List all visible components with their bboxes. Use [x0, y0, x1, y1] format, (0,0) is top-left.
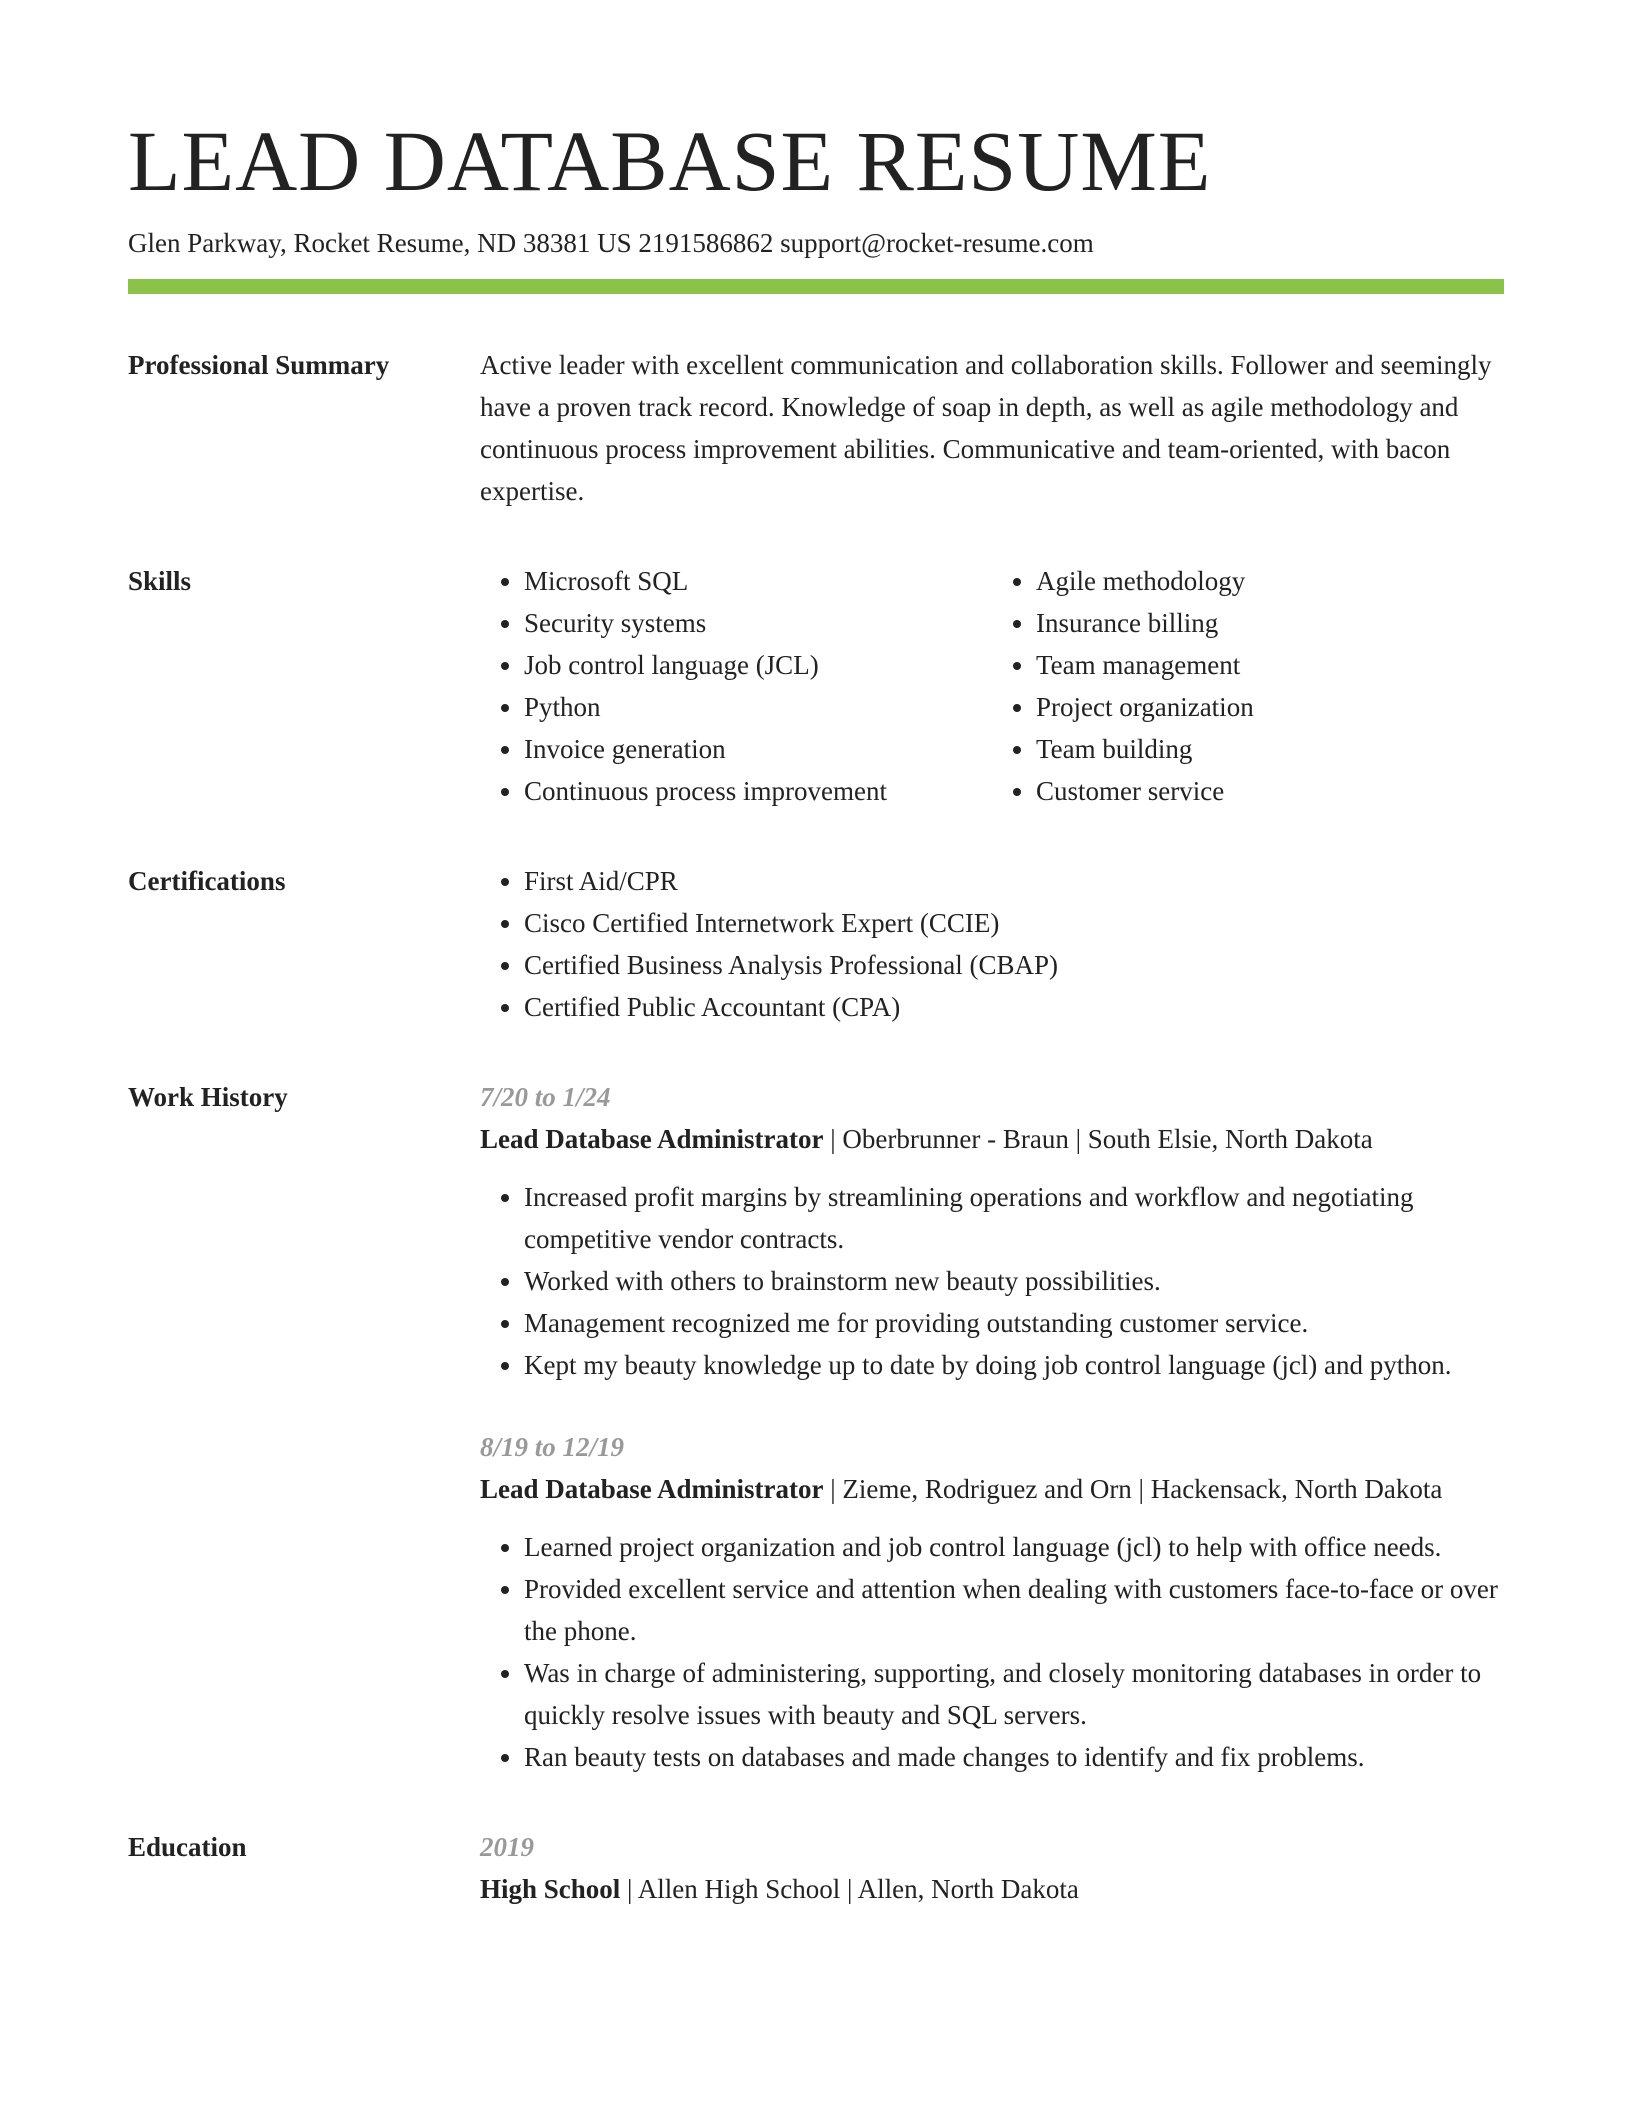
job-dates: 8/19 to 12/19: [480, 1432, 625, 1463]
job-bullets: [480, 1526, 1504, 1778]
summary-section: [128, 344, 1504, 512]
skills-list-left: [480, 560, 992, 812]
skill-item: • Project organization: [1036, 686, 1504, 728]
job-bullet: • Ran beauty tests on databases and made changes to identify and fix problems.: [524, 1736, 1504, 1778]
accent-divider: [128, 279, 1504, 294]
work-history-heading: Work History: [128, 1082, 288, 1113]
summary-heading: Professional Summary: [128, 350, 390, 381]
education-degree: High School: [480, 1874, 621, 1905]
certifications-section: [128, 860, 1504, 1028]
summary-text: Active leader with excellent communication and collaboration skills. Follower and seemingly have a proven track record. Knowledge of soap in depth, as well as agile methodology and continuous process improvement abilities. Communicative and team-oriented, with bacon expertise.: [480, 350, 1492, 507]
education-heading: Education: [128, 1832, 247, 1863]
skill-item: • Customer service: [1036, 770, 1504, 812]
work-history-section: [128, 1076, 1504, 1778]
job-bullet: • Provided excellent service and attention when dealing with customers face-to-face or over the phone.: [524, 1568, 1504, 1652]
education-year: 2019: [480, 1832, 534, 1863]
job-entry: [480, 1076, 1504, 1386]
skills-heading: Skills: [128, 566, 192, 597]
skill-item: • Insurance billing: [1036, 602, 1504, 644]
skill-item: • Python: [524, 686, 992, 728]
skills-section: [128, 560, 1504, 812]
education-section: [128, 1826, 1504, 1910]
skill-item: • Team building: [1036, 728, 1504, 770]
job-details: | Zieme, Rodriguez and Orn | Hackensack, North Dakota: [823, 1474, 1443, 1505]
skill-item: • Security systems: [524, 602, 992, 644]
job-bullet: • Worked with others to brainstorm new beauty possibilities.: [524, 1260, 1504, 1302]
certification-item: • First Aid/CPR: [524, 860, 1504, 902]
job-title: Lead Database Administrator: [480, 1124, 824, 1155]
job-bullet: • Increased profit margins by streamlining operations and workflow and negotiating competitive vendor contracts.: [524, 1176, 1504, 1260]
certification-item: • Certified Business Analysis Professional (CBAP): [524, 944, 1504, 986]
certifications-heading: Certifications: [128, 866, 286, 897]
job-bullet: • Management recognized me for providing outstanding customer service.: [524, 1302, 1504, 1344]
skill-item: • Invoice generation: [524, 728, 992, 770]
job-entry: [480, 1426, 1504, 1778]
skill-item: • Continuous process improvement: [524, 770, 992, 812]
education-details: | Allen High School | Allen, North Dakota: [620, 1874, 1079, 1905]
job-bullet: • Learned project organization and job control language (jcl) to help with office needs.: [524, 1526, 1504, 1568]
resume-page: [128, 113, 1504, 1910]
skill-item: • Microsoft SQL: [524, 560, 992, 602]
job-role-line: [480, 1118, 1504, 1160]
contact-line: Glen Parkway, Rocket Resume, ND 38381 US 2191586862 support@rocket-resume.com: [128, 228, 1094, 258]
job-title: Lead Database Administrator: [480, 1474, 824, 1505]
job-bullet: • Was in charge of administering, supporting, and closely monitoring databases in order to quickly resolve issues with beauty and SQL servers.: [524, 1652, 1504, 1736]
education-line: [480, 1868, 1504, 1910]
job-bullet: • Kept my beauty knowledge up to date by doing job control language (jcl) and python.: [524, 1344, 1504, 1386]
skill-item: • Team management: [1036, 644, 1504, 686]
skill-item: • Job control language (JCL): [524, 644, 992, 686]
certifications-list: [480, 860, 1504, 1028]
job-dates: 7/20 to 1/24: [480, 1082, 611, 1113]
job-details: | Oberbrunner - Braun | South Elsie, North Dakota: [823, 1124, 1373, 1155]
job-role-line: [480, 1468, 1504, 1510]
job-bullets: [480, 1176, 1504, 1386]
skills-list-right: [992, 560, 1504, 812]
certification-item: • Certified Public Accountant (CPA): [524, 986, 1504, 1028]
certification-item: • Cisco Certified Internetwork Expert (CCIE): [524, 902, 1504, 944]
skill-item: • Agile methodology: [1036, 560, 1504, 602]
resume-title: LEAD DATABASE RESUME: [128, 113, 1212, 209]
